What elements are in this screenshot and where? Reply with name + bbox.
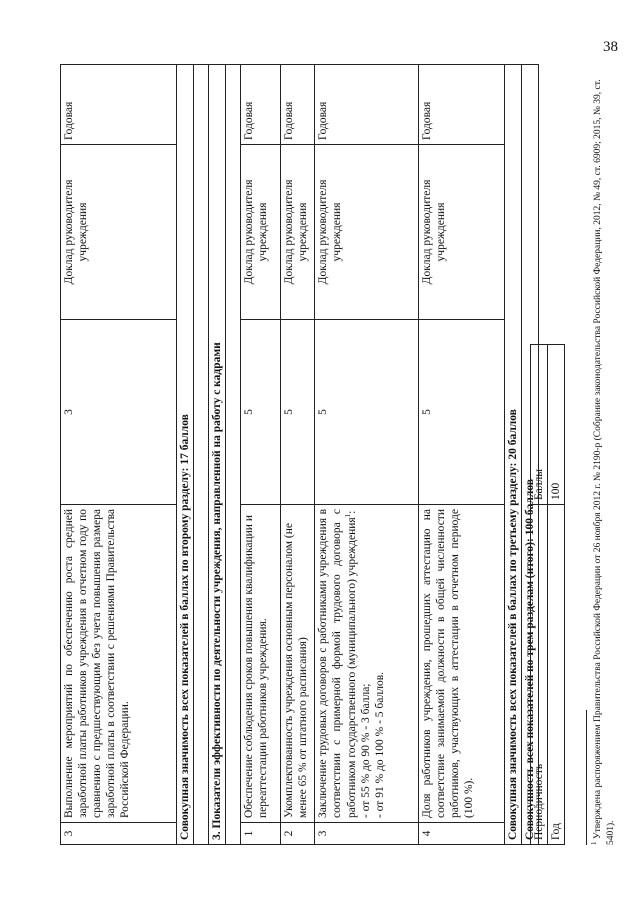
indicator-period: Годовая bbox=[315, 65, 419, 145]
indicator-text: Обеспечение соблюдения сроков повышения квалификации и переаттестации работников учреждения. bbox=[241, 505, 281, 823]
summary-header-value: Баллы bbox=[531, 345, 548, 505]
page-number: 38 bbox=[603, 39, 618, 55]
table-row bbox=[194, 65, 209, 845]
row-number: 3 bbox=[61, 823, 177, 845]
summary-row-label: Год bbox=[548, 505, 565, 845]
indicator-source: Доклад руководителя учреждения bbox=[419, 145, 505, 320]
rotated-page-content bbox=[60, 45, 620, 845]
indicator-text-main: Заключение трудовых договоров с работниками учреждения в соответствии с примерной формой трудового договора с работником государственного (муниципального) учреждения bbox=[317, 509, 358, 818]
indicator-source: Доклад руководителя учреждения bbox=[315, 145, 419, 320]
indicator-text: Укомплектованность учреждения основным персоналом (не менее 65 % от штатного расписания) bbox=[281, 505, 315, 823]
spacer-cell bbox=[226, 65, 241, 845]
table-row bbox=[419, 65, 505, 845]
footnote bbox=[590, 55, 617, 845]
indicator-text: Доля работников учреждения, прошедших аттестацию на соответствие занимаемой должности в общей численности работников, участвующих в аттестации в отчетном периоде (100 %). bbox=[419, 505, 505, 823]
section-total: Совокупная значимость всех показателей в баллах по второму разделу: 17 баллов bbox=[177, 65, 194, 845]
section-total: Совокупная значимость всех показателей в баллах по третьему разделу: 20 баллов bbox=[505, 65, 522, 845]
footnote-ref: 1 bbox=[344, 513, 353, 518]
footnote-text: Утверждена распоряжением Правительства Российской Федерации от 26 ноября 2012 г. № 2190-р (Собрание законодательства Российской Федерации, 2012, № 49, ст. 6909; 2015, № 39, ст. 5401). bbox=[593, 79, 616, 845]
indicator-bullet: - от 55 % до 90 % - 3 балла; bbox=[359, 683, 372, 818]
table-row bbox=[61, 65, 177, 845]
indicator-score: 3 bbox=[61, 320, 177, 505]
indicator-score: 5 bbox=[281, 320, 315, 505]
table-row bbox=[505, 65, 522, 845]
table-row bbox=[226, 65, 241, 845]
row-number: 3 bbox=[315, 823, 419, 845]
indicator-text bbox=[315, 505, 419, 823]
summary-table bbox=[530, 344, 565, 845]
table-row bbox=[281, 65, 315, 845]
indicator-text-colon: : bbox=[345, 510, 358, 514]
indicator-source: Доклад руководителя учреждения bbox=[241, 145, 281, 320]
indicator-score: 5 bbox=[315, 320, 419, 505]
indicator-score: 5 bbox=[419, 320, 505, 505]
spacer-cell bbox=[194, 65, 209, 845]
table-row bbox=[531, 345, 548, 845]
indicator-period: Годовая bbox=[281, 65, 315, 145]
row-number: 4 bbox=[419, 823, 505, 845]
table-row bbox=[241, 65, 281, 845]
table-row bbox=[177, 65, 194, 845]
grand-total: Совокупность всех показателей по трем разделам (итого): 100 баллов bbox=[522, 65, 539, 845]
footnote-mark: 1 bbox=[590, 841, 598, 845]
indicator-period: Годовая bbox=[61, 65, 177, 145]
indicator-source: Доклад руководителя учреждения bbox=[281, 145, 315, 320]
table-row bbox=[548, 345, 565, 845]
indicator-bullet: - от 91 % до 100 % - 5 баллов. bbox=[373, 671, 386, 818]
footnote-divider bbox=[586, 710, 587, 845]
indicator-period: Годовая bbox=[419, 65, 505, 145]
section-heading: 3. Показатели эффективности по деятельности учреждения, направленной на работу с кадрами bbox=[209, 65, 226, 845]
summary-header-label: Периодичность bbox=[531, 505, 548, 845]
row-number: 2 bbox=[281, 823, 315, 845]
row-number: 1 bbox=[241, 823, 281, 845]
indicators-table bbox=[60, 64, 539, 845]
indicator-score: 5 bbox=[241, 320, 281, 505]
indicator-text: Выполнение мероприятий по обеспечению роста средней заработной платы работников учреждения в отчетном году по сравнению с предшествующим без учета повышения размера заработной платы в соответствии с решениями Правительства Российской Федерации. bbox=[61, 505, 177, 823]
table-row bbox=[209, 65, 226, 845]
indicator-period: Годовая bbox=[241, 65, 281, 145]
indicator-source: Доклад руководителя учреждения bbox=[61, 145, 177, 320]
table-row bbox=[315, 65, 419, 845]
summary-row-value: 100 bbox=[548, 345, 565, 505]
